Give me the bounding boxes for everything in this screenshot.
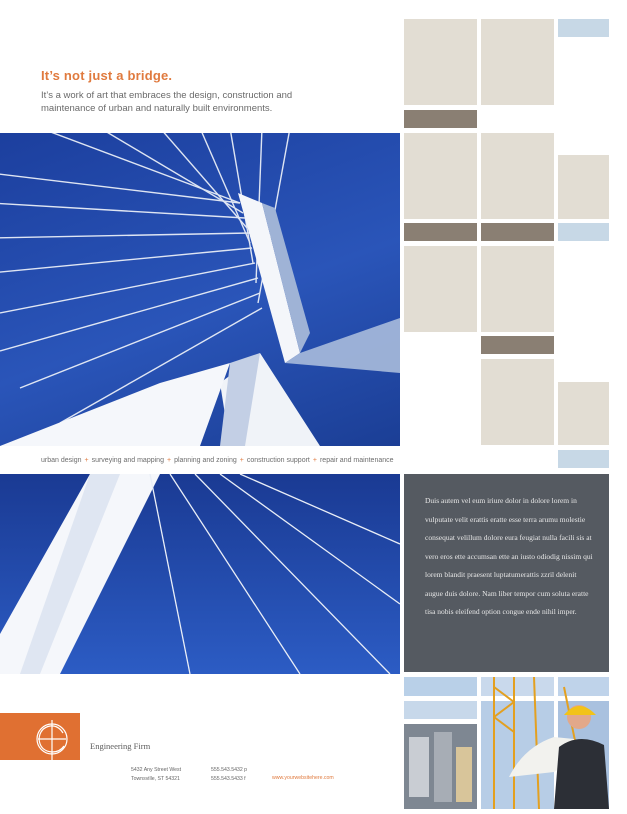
tile-blue xyxy=(558,450,609,468)
service-item: surveying and mapping xyxy=(91,457,164,464)
tile-taupe xyxy=(481,223,554,241)
firm-contact xyxy=(211,766,247,784)
body-text-box xyxy=(404,474,609,672)
service-item: repair and maintenance xyxy=(319,457,394,464)
service-item: construction support xyxy=(246,457,310,464)
service-separator: + xyxy=(239,457,244,464)
services-list xyxy=(41,457,394,464)
service-item: planning and zoning xyxy=(174,457,237,464)
address-line: 5432 Any Street West xyxy=(131,767,182,773)
firm-address xyxy=(131,766,181,784)
bridge-base-illustration xyxy=(0,474,400,674)
body-text: Duis autem vel eum iriure dolor in dolore lorem in vulputate velit erattis eratte esse terra arumu molestie consequat velillum dolore eura feugiat nulla facili sis at vero eros ette accumsan ette an iusto odiodig nissim qui lorem blandit praesent luptatumerattis zzril delenit augue duis dolore. Nam liber tempor cum soluta eratte tisa nobis eleifend option congue ende nihil imper. xyxy=(425,496,593,616)
tile-beige xyxy=(481,133,554,219)
firm-name: Engineering Firm xyxy=(90,741,151,751)
logo-e-icon xyxy=(0,713,80,760)
company-logo xyxy=(0,713,80,760)
fax-number: 555.543.5433 f xyxy=(211,776,246,782)
tile-beige xyxy=(481,359,554,445)
phone-number: 555.543.5432 p xyxy=(211,767,248,773)
bridge-pylon-illustration xyxy=(0,133,400,446)
headline: It’s not just a bridge. xyxy=(41,68,173,83)
intro-text: It’s a work of art that embraces the design, construction and maintenance of urban and naturally built environments. xyxy=(41,90,293,114)
address-line: Townsville, ST 54321 xyxy=(131,776,180,782)
construction-photos xyxy=(404,677,609,809)
tile-beige xyxy=(558,155,609,219)
tile-taupe xyxy=(481,336,554,354)
tile-blue xyxy=(558,223,609,241)
tile-beige xyxy=(481,19,554,105)
tile-blue xyxy=(558,19,609,37)
tile-beige xyxy=(404,133,477,219)
service-separator: + xyxy=(84,457,89,464)
tile-taupe xyxy=(404,223,477,241)
bridge-photo-top xyxy=(0,133,400,446)
tile-beige xyxy=(404,19,477,105)
tile-beige xyxy=(558,382,609,445)
tile-beige xyxy=(481,246,554,332)
service-separator: + xyxy=(166,457,172,464)
construction-illustration xyxy=(404,677,609,809)
bridge-photo-bottom xyxy=(0,474,400,674)
service-item: urban design xyxy=(41,457,82,464)
tile-taupe xyxy=(404,110,477,128)
website-link[interactable]: www.yourwebsitehere.com xyxy=(272,775,334,781)
service-separator: + xyxy=(312,457,317,464)
tile-beige xyxy=(404,246,477,332)
